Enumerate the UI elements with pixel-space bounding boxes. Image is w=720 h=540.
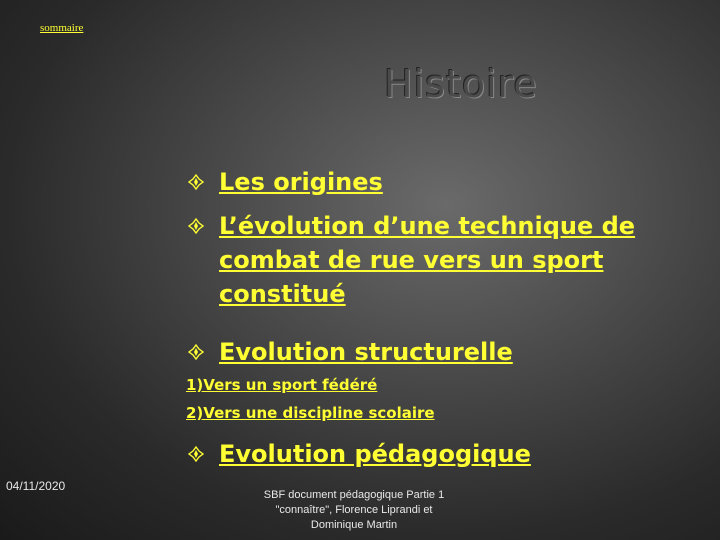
diamond-bullet-icon <box>188 446 204 462</box>
bullet-evolution-structurelle[interactable] <box>219 335 513 369</box>
diamond-bullet-icon <box>188 218 204 234</box>
footer-line: "connaître", Florence Liprandi et <box>275 504 433 516</box>
bullet-line: Evolution pédagogique <box>219 440 531 468</box>
bullet-line: L’évolution d’une technique de <box>219 212 636 240</box>
slide-title: Histoire <box>384 62 538 106</box>
footer-line: Dominique Martin <box>310 519 398 531</box>
slide-footer-source <box>254 488 454 533</box>
diamond-bullet-icon <box>188 174 204 190</box>
sommaire-link[interactable]: sommaire <box>40 22 84 34</box>
bullet-les-origines[interactable] <box>219 165 383 199</box>
footer-line: SBF document pédagogique Partie 1 <box>263 489 445 501</box>
slide-date: 04/11/2020 <box>6 479 66 493</box>
subitem-discipline-scolaire[interactable]: 2)Vers une discipline scolaire <box>186 404 435 422</box>
bullet-evolution-pedagogique[interactable] <box>219 437 531 471</box>
bullet-line: Evolution structurelle <box>219 338 513 366</box>
subitem-sport-federe[interactable]: 1)Vers un sport fédéré <box>186 376 378 394</box>
bullet-line: constitué <box>219 280 346 308</box>
bullet-line: Les origines <box>219 168 383 196</box>
bullet-evolution-technique[interactable] <box>219 209 635 311</box>
diamond-bullet-icon <box>188 344 204 360</box>
bullet-line: combat de rue vers un sport <box>219 246 604 274</box>
